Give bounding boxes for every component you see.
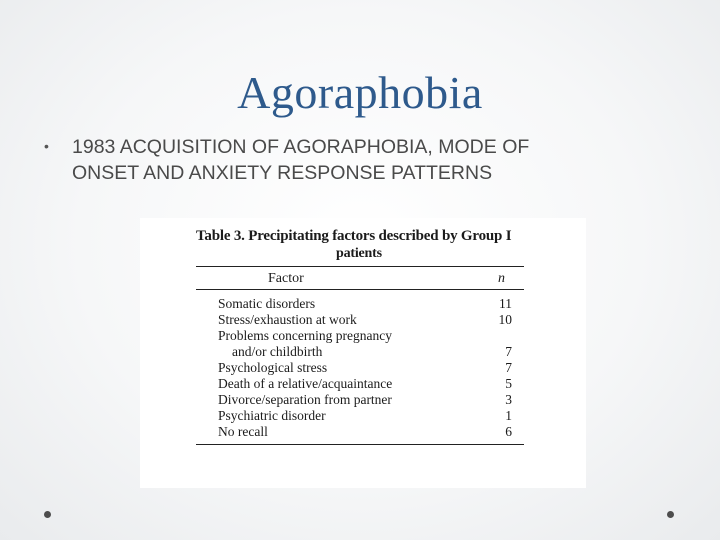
table-image bbox=[140, 218, 586, 488]
table-header-rule bbox=[196, 289, 524, 290]
row-factor: and/or childbirth bbox=[232, 344, 323, 359]
bullet-dot-icon: • bbox=[44, 138, 49, 154]
row-factor: Problems concerning pregnancy bbox=[218, 328, 392, 343]
row-n: 3 bbox=[505, 392, 512, 407]
row-factor: Divorce/separation from partner bbox=[218, 392, 392, 407]
row-factor: Death of a relative/acquaintance bbox=[218, 376, 393, 391]
bullet-text bbox=[72, 134, 664, 186]
table-caption-line-1: Table 3. Precipitating factors described by Group I bbox=[196, 228, 512, 244]
table-caption-line-2: patients bbox=[336, 246, 382, 261]
bullet-line-2: ONSET AND ANXIETY RESPONSE PATTERNS bbox=[72, 162, 493, 184]
slide-title: Agoraphobia bbox=[237, 67, 483, 118]
row-n: 5 bbox=[505, 376, 512, 391]
column-header-factor: Factor bbox=[268, 271, 304, 286]
bullet-item bbox=[44, 134, 664, 186]
row-factor: Stress/exhaustion at work bbox=[218, 312, 357, 327]
bullet-line-1: 1983 ACQUISITION OF AGORAPHOBIA, MODE OF bbox=[72, 136, 530, 158]
row-n: 6 bbox=[505, 424, 512, 439]
row-n: 1 bbox=[505, 408, 512, 423]
table-top-rule bbox=[196, 266, 524, 267]
row-n: 10 bbox=[498, 312, 512, 327]
row-n: 11 bbox=[499, 296, 512, 311]
row-factor: No recall bbox=[218, 424, 268, 439]
row-n: 7 bbox=[505, 344, 512, 359]
footer-dot-right-icon bbox=[667, 511, 674, 518]
row-factor: Psychological stress bbox=[218, 360, 328, 375]
row-factor: Somatic disorders bbox=[218, 296, 316, 311]
table-bottom-rule bbox=[196, 444, 524, 445]
column-header-n: n bbox=[498, 271, 505, 286]
footer-dot-left-icon bbox=[44, 511, 51, 518]
row-n: 7 bbox=[505, 360, 512, 375]
row-factor: Psychiatric disorder bbox=[218, 408, 326, 423]
